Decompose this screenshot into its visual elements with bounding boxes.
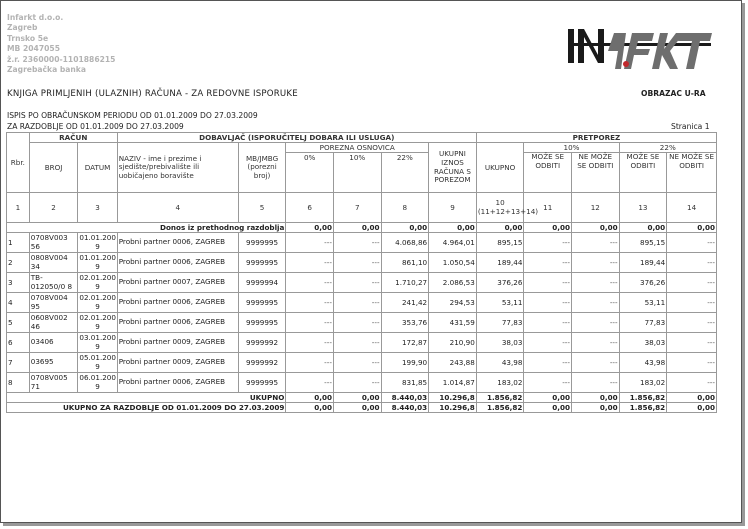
total-with-tax: 2.086,53 <box>429 273 477 293</box>
nondeductible-22: --- <box>667 273 717 293</box>
previous-period-label: Donos iz prethodnog razdoblja <box>7 223 286 233</box>
nondeductible-10: --- <box>572 333 620 353</box>
deductible-22: 53,11 <box>619 293 667 313</box>
row-number: 2 <box>7 253 30 273</box>
base-0: --- <box>286 293 334 313</box>
nondeductible-22: --- <box>667 233 717 253</box>
prev-value: 0,00 <box>381 223 429 233</box>
total-value: 8.440,03 <box>381 393 429 403</box>
base-22: 353,76 <box>381 313 429 333</box>
prev-value: 0,00 <box>286 223 334 233</box>
row-number: 7 <box>7 353 30 373</box>
base-10: --- <box>333 353 381 373</box>
base-22: 861,10 <box>381 253 429 273</box>
deductible-22: 189,44 <box>619 253 667 273</box>
supplier-mb: 9999995 <box>238 293 286 313</box>
company-city: Zagreb <box>7 23 38 33</box>
input-tax-total: 376,26 <box>476 273 524 293</box>
invoice-date: 03.01.200 9 <box>79 332 116 351</box>
input-tax-total: 53,11 <box>476 293 524 313</box>
base-0: --- <box>286 273 334 293</box>
invoice-number: 0708V004 95 <box>29 293 78 313</box>
header-moze-22: MOŽE SE ODBITI <box>619 153 667 193</box>
prev-value: 0,00 <box>333 223 381 233</box>
prev-value: 0,00 <box>476 223 524 233</box>
col-number: 12 <box>572 193 620 223</box>
base-22: 1.710,27 <box>381 273 429 293</box>
grand-total-value: 1.856,82 <box>476 403 524 413</box>
invoice-number: 0708V005 71 <box>29 373 78 393</box>
header-osnovica-22: 22% <box>381 153 429 193</box>
supplier-name: Probni partner 0006, ZAGREB <box>117 373 238 393</box>
table-row <box>7 333 717 353</box>
invoice-rows <box>7 233 717 393</box>
deductible-10: --- <box>524 253 572 273</box>
header-nemoze-22: NE MOŽE SE ODBITI <box>667 153 717 193</box>
base-10: --- <box>333 253 381 273</box>
col-number: 5 <box>238 193 286 223</box>
invoice-date: 02.01.200 9 <box>79 292 116 311</box>
total-row <box>7 393 717 403</box>
nondeductible-10: --- <box>572 253 620 273</box>
col-number: 10 (11+12+13+14) <box>476 193 524 223</box>
input-tax-total: 183,02 <box>476 373 524 393</box>
supplier-name: Probni partner 0009, ZAGREB <box>117 333 238 353</box>
input-tax-total: 43,98 <box>476 353 524 373</box>
total-value: 0,00 <box>286 393 334 403</box>
company-street: Trnsko 5e <box>7 33 49 43</box>
col-number: 2 <box>29 193 78 223</box>
table-row <box>7 313 717 333</box>
supplier-name: Probni partner 0006, ZAGREB <box>117 293 238 313</box>
col-number: 14 <box>667 193 717 223</box>
deductible-10: --- <box>524 333 572 353</box>
header-nemoze-10: NE MOŽE SE ODBITI <box>572 153 620 193</box>
nondeductible-22: --- <box>667 353 717 373</box>
deductible-22: 376,26 <box>619 273 667 293</box>
header-racun: RAČUN <box>29 133 117 143</box>
col-number: 8 <box>381 193 429 223</box>
grand-total-row <box>7 403 717 413</box>
grand-total-value: 0,00 <box>333 403 381 413</box>
grand-total-value: 1.856,82 <box>619 403 667 413</box>
grand-total-value: 10.296,8 <box>429 403 477 413</box>
header-dobavljac: DOBAVLJAČ (ISPORUČITELJ DOBARA ILI USLUGA) <box>117 133 476 143</box>
total-with-tax: 210,90 <box>429 333 477 353</box>
row-number: 5 <box>7 313 30 333</box>
invoice-number: 03695 <box>29 353 78 373</box>
deductible-22: 77,83 <box>619 313 667 333</box>
supplier-name: Probni partner 0006, ZAGREB <box>117 253 238 273</box>
header-pretporez-10: 10% <box>524 143 619 153</box>
invoice-date: 06.01.200 9 <box>79 372 116 391</box>
nondeductible-10: --- <box>572 233 620 253</box>
col-number: 4 <box>117 193 238 223</box>
deductible-10: --- <box>524 293 572 313</box>
supplier-name: Probni partner 0006, ZAGREB <box>117 313 238 333</box>
invoice-date: 01.01.200 9 <box>79 252 116 271</box>
input-tax-total: 38,03 <box>476 333 524 353</box>
total-value: 0,00 <box>667 393 717 403</box>
total-with-tax: 294,53 <box>429 293 477 313</box>
supplier-mb: 9999992 <box>238 353 286 373</box>
base-0: --- <box>286 233 334 253</box>
prev-value: 0,00 <box>524 223 572 233</box>
table-row <box>7 273 717 293</box>
base-0: --- <box>286 253 334 273</box>
row-number: 1 <box>7 233 30 253</box>
form-code: OBRAZAC U-RA <box>641 89 706 98</box>
grand-total-value: 8.440,03 <box>381 403 429 413</box>
supplier-mb: 9999992 <box>238 333 286 353</box>
deductible-22: 183,02 <box>619 373 667 393</box>
deductible-10: --- <box>524 373 572 393</box>
grand-total-value: 0,00 <box>524 403 572 413</box>
invoice-date: 01.01.200 9 <box>79 232 116 251</box>
table-row <box>7 233 717 253</box>
base-0: --- <box>286 353 334 373</box>
invoice-number: 03406 <box>29 333 78 353</box>
total-label: UKUPNO <box>7 393 286 403</box>
base-0: --- <box>286 373 334 393</box>
header-datum: DATUM <box>78 143 117 193</box>
nondeductible-22: --- <box>667 293 717 313</box>
base-10: --- <box>333 233 381 253</box>
column-number-row <box>7 193 717 223</box>
total-with-tax: 431,59 <box>429 313 477 333</box>
deductible-10: --- <box>524 313 572 333</box>
supplier-mb: 9999995 <box>238 313 286 333</box>
base-22: 241,42 <box>381 293 429 313</box>
grand-total-value: 0,00 <box>667 403 717 413</box>
invoice-number: 0708V003 56 <box>29 233 78 253</box>
nondeductible-10: --- <box>572 293 620 313</box>
grand-total-value: 0,00 <box>286 403 334 413</box>
supplier-mb: 9999995 <box>238 373 286 393</box>
nondeductible-22: --- <box>667 333 717 353</box>
col-number: 7 <box>333 193 381 223</box>
input-tax-total: 189,44 <box>476 253 524 273</box>
header-porezna-osnovica: POREZNA OSNOVICA <box>286 143 429 153</box>
total-value: 1.856,82 <box>619 393 667 403</box>
nondeductible-22: --- <box>667 373 717 393</box>
base-0: --- <box>286 313 334 333</box>
row-number: 6 <box>7 333 30 353</box>
header-ukupni-iznos: UKUPNI IZNOS RAČUNA S POREZOM <box>429 143 477 193</box>
supplier-name: Probni partner 0007, ZAGREB <box>117 273 238 293</box>
base-22: 199,90 <box>381 353 429 373</box>
invoice-number: 0608V002 46 <box>29 313 78 333</box>
header-naziv: NAZIV - ime i prezime i sjedište/prebivalište ili uobičajeno boravište <box>117 143 238 193</box>
header-osnovica-0: 0% <box>286 153 334 193</box>
base-22: 4.068,86 <box>381 233 429 253</box>
total-with-tax: 1.014,87 <box>429 373 477 393</box>
prev-value: 0,00 <box>429 223 477 233</box>
header-rbr: Rbr. <box>7 133 30 193</box>
row-number: 3 <box>7 273 30 293</box>
previous-period-row <box>7 223 717 233</box>
base-10: --- <box>333 333 381 353</box>
nondeductible-10: --- <box>572 373 620 393</box>
company-account: ž.r. 2360000-1101886215 <box>7 54 116 64</box>
deductible-22: 43,98 <box>619 353 667 373</box>
deductible-10: --- <box>524 233 572 253</box>
invoice-date: 05.01.200 9 <box>79 352 116 371</box>
nondeductible-10: --- <box>572 313 620 333</box>
nondeductible-10: --- <box>572 273 620 293</box>
nondeductible-22: --- <box>667 313 717 333</box>
invoice-date: 02.01.200 9 <box>79 272 116 291</box>
input-tax-total: 895,15 <box>476 233 524 253</box>
base-10: --- <box>333 273 381 293</box>
invoice-date: 02.01.200 9 <box>79 312 116 331</box>
period-line-1: ISPIS PO OBRAČUNSKOM PERIODU OD 01.01.2009 DO 27.03.2009 <box>7 111 258 120</box>
grand-total-label: UKUPNO ZA RAZDOBLJE OD 01.01.2009 DO 27.03.2009 <box>7 403 286 413</box>
col-number: 6 <box>286 193 334 223</box>
supplier-name: Probni partner 0009, ZAGREB <box>117 353 238 373</box>
header-moze-10: MOŽE SE ODBITI <box>524 153 572 193</box>
base-10: --- <box>333 373 381 393</box>
company-bank: Zagrebačka banka <box>7 65 86 75</box>
base-10: --- <box>333 313 381 333</box>
invoice-number: 0808V004 34 <box>29 253 78 273</box>
table-row <box>7 373 717 393</box>
supplier-mb: 9999995 <box>238 233 286 253</box>
col-number: 3 <box>78 193 117 223</box>
col-number: 13 <box>619 193 667 223</box>
company-mb: MB 2047055 <box>7 44 60 54</box>
page-number: Stranica 1 <box>671 122 710 131</box>
company-name: Infarkt d.o.o. <box>7 13 64 22</box>
col-number: 9 <box>429 193 477 223</box>
header-ukupno: UKUPNO <box>476 143 524 193</box>
base-0: --- <box>286 333 334 353</box>
prev-value: 0,00 <box>667 223 717 233</box>
total-value: 0,00 <box>524 393 572 403</box>
deductible-10: --- <box>524 273 572 293</box>
company-logo <box>566 21 716 81</box>
total-value: 0,00 <box>572 393 620 403</box>
table-row <box>7 293 717 313</box>
header-pretporez: PRETPOREZ <box>476 133 716 143</box>
header-pretporez-22: 22% <box>619 143 716 153</box>
table-row <box>7 253 717 273</box>
period-line-2: ZA RAZDOBLJE OD 01.01.2009 DO 27.03.2009 <box>7 122 184 131</box>
col-number: 11 <box>524 193 572 223</box>
invoice-table <box>6 132 717 413</box>
header-broj: BROJ <box>29 143 78 193</box>
supplier-mb: 9999994 <box>238 273 286 293</box>
invoice-number: TB-012050/0 8 <box>29 273 78 293</box>
total-value: 1.856,82 <box>476 393 524 403</box>
total-with-tax: 243,88 <box>429 353 477 373</box>
deductible-22: 895,15 <box>619 233 667 253</box>
company-info <box>7 13 115 75</box>
base-22: 172,87 <box>381 333 429 353</box>
total-value: 10.296,8 <box>429 393 477 403</box>
deductible-22: 38,03 <box>619 333 667 353</box>
header-mbjmbg: MB/JMBG (porezni broj) <box>238 143 286 193</box>
header-osnovica-10: 10% <box>333 153 381 193</box>
base-10: --- <box>333 293 381 313</box>
prev-value: 0,00 <box>619 223 667 233</box>
row-number: 8 <box>7 373 30 393</box>
table-row <box>7 353 717 373</box>
nondeductible-10: --- <box>572 353 620 373</box>
total-with-tax: 4.964,01 <box>429 233 477 253</box>
supplier-name: Probni partner 0006, ZAGREB <box>117 233 238 253</box>
input-tax-total: 77,83 <box>476 313 524 333</box>
total-with-tax: 1.050,54 <box>429 253 477 273</box>
base-22: 831,85 <box>381 373 429 393</box>
total-value: 0,00 <box>333 393 381 403</box>
deductible-10: --- <box>524 353 572 373</box>
row-number: 4 <box>7 293 30 313</box>
nondeductible-22: --- <box>667 253 717 273</box>
report-title: KNJIGA PRIMLJENIH (ULAZNIH) RAČUNA - ZA REDOVNE ISPORUKE <box>7 89 298 99</box>
prev-value: 0,00 <box>572 223 620 233</box>
col-number: 1 <box>7 193 30 223</box>
grand-total-value: 0,00 <box>572 403 620 413</box>
supplier-mb: 9999995 <box>238 253 286 273</box>
